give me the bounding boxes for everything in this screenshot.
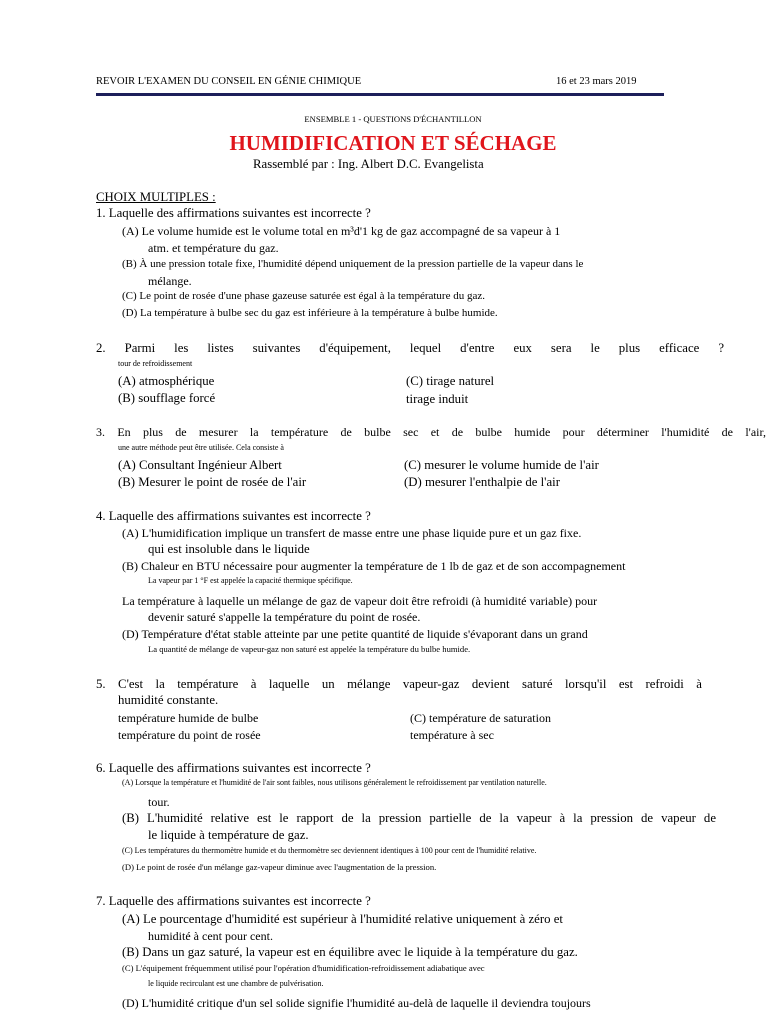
question-4-option-d: (D) Température d'état stable atteinte par une petite quantité de liquide s'évaporant dans un grand	[122, 627, 588, 641]
question-6-option-a-cont: tour.	[148, 795, 170, 809]
question-3-note: une autre méthode peut être utilisée. Cela consiste à	[118, 443, 284, 452]
question-4-option-a-cont: qui est insoluble dans le liquide	[148, 542, 310, 556]
header-title: REVOIR L'EXAMEN DU CONSEIL EN GÉNIE CHIMIQUE	[96, 76, 362, 87]
question-4-option-d-cont: La quantité de mélange de vapeur-gaz non saturé est appelée la température du bulbe humide.	[148, 644, 471, 654]
question-5-option-d: température à sec	[410, 728, 494, 742]
question-7-option-c: (C) L'équipement fréquemment utilisé pour l'opération d'humidification-refroidissement adiabatique avec	[122, 963, 485, 973]
question-6-option-b: (B) L'humidité relative est le rapport de la pression partielle de la vapeur à la pression de vapeur de	[122, 811, 716, 825]
question-2-stem: 2. Parmi les listes suivantes d'équipement, lequel d'entre eux sera le plus efficace ?	[96, 341, 724, 355]
question-1-option-b-cont: mélange.	[148, 274, 192, 288]
question-2-option-b: (B) soufflage forcé	[118, 391, 216, 405]
question-3-option-c: (C) mesurer le volume humide de l'air	[404, 458, 599, 472]
question-5-option-a: température humide de bulbe	[118, 711, 259, 725]
question-5-stem-cont: humidité constante.	[118, 693, 219, 707]
question-5-option-b: température du point de rosée	[118, 728, 261, 742]
question-1-option-c: (C) Le point de rosée d'une phase gazeuse saturée est égal à la température du gaz.	[122, 290, 485, 302]
header-rule	[96, 93, 664, 96]
question-5-option-c: (C) température de saturation	[410, 711, 551, 725]
author-line: Rassemblé par : Ing. Albert D.C. Evangelista	[253, 157, 484, 171]
question-7-stem: 7. Laquelle des affirmations suivantes est incorrecte ?	[96, 894, 371, 908]
question-4-option-b-cont: La vapeur par 1 °F est appelée la capacité thermique spécifique.	[148, 576, 353, 585]
question-2-option-c: (C) tirage naturel	[406, 374, 495, 388]
question-2-note: tour de refroidissement	[118, 359, 193, 368]
question-4-option-c: La température à laquelle un mélange de gaz de vapeur doit être refroidi (à humidité variable) pour	[122, 594, 598, 608]
question-3-option-d: (D) mesurer l'enthalpie de l'air	[404, 475, 560, 489]
question-1-option-b: (B) À une pression totale fixe, l'humidité dépend uniquement de la pression partielle de la vapeur dans le	[122, 258, 584, 270]
set-subtitle: ENSEMBLE 1 - QUESTIONS D'ÉCHANTILLON	[304, 114, 482, 124]
question-6-option-b-cont: le liquide à température de gaz.	[148, 828, 309, 842]
question-3-stem: 3. En plus de mesurer la température de bulbe sec et de bulbe humide pour déterminer l'humidité de l'air,	[96, 425, 766, 439]
question-7-option-a: (A) Le pourcentage d'humidité est supérieur à l'humidité relative uniquement à zéro et	[122, 912, 563, 926]
question-1-option-a: (A) Le volume humide est le volume total en m³d'1 kg de gaz accompagné de sa vapeur à 1	[122, 224, 561, 238]
question-4-option-c-cont: devenir saturé s'appelle la température du point de rosée.	[148, 610, 421, 624]
question-6-option-d: (D) Le point de rosée d'un mélange gaz-vapeur diminue avec l'augmentation de la pression.	[122, 862, 437, 872]
question-6-option-c: (C) Les températures du thermomètre humide et du thermomètre sec deviennent identiques à 100 pour cent de l'humidité relative.	[122, 846, 537, 855]
question-6-stem: 6. Laquelle des affirmations suivantes est incorrecte ?	[96, 761, 371, 775]
question-4-option-a: (A) L'humidification implique un transfert de masse entre une phase liquide pure et un gaz fixe.	[122, 526, 582, 540]
page-title: HUMIDIFICATION ET SÉCHAGE	[229, 131, 557, 155]
question-4-stem: 4. Laquelle des affirmations suivantes est incorrecte ?	[96, 509, 371, 523]
question-1-option-d: (D) La température à bulbe sec du gaz est inférieure à la température à bulbe humide.	[122, 307, 498, 319]
section-heading: CHOIX MULTIPLES :	[96, 190, 216, 204]
question-5-stem: 5. C'est la température à laquelle un mélange vapeur-gaz devient saturé lorsqu'il est refroidi à	[96, 677, 702, 691]
question-4-option-b: (B) Chaleur en BTU nécessaire pour augmenter la température de 1 lb de gaz et de son accompagnement	[122, 559, 626, 573]
question-7-option-d: (D) L'humidité critique d'un sel solide signifie l'humidité au-delà de laquelle il deviendra toujours	[122, 996, 591, 1010]
header-date: 16 et 23 mars 2019	[556, 76, 637, 87]
question-7-option-a-cont: humidité à cent pour cent.	[148, 929, 273, 943]
question-1-option-a-cont: atm. et température du gaz.	[148, 241, 279, 255]
question-3-option-a: (A) Consultant Ingénieur Albert	[118, 458, 282, 472]
question-2-option-d: tirage induit	[406, 392, 469, 406]
question-2-option-a: (A) atmosphérique	[118, 374, 215, 388]
question-1-stem: 1. Laquelle des affirmations suivantes est incorrecte ?	[96, 206, 371, 220]
question-7-option-c-cont: le liquide recirculant est une chambre de pulvérisation.	[148, 979, 324, 988]
question-6-option-a: (A) Lorsque la température et l'humidité de l'air sont faibles, nous utilisons généralement le refroidissement par ventilation naturelle.	[122, 778, 547, 787]
question-7-option-b: (B) Dans un gaz saturé, la vapeur est en équilibre avec le liquide à la température du gaz.	[122, 945, 578, 959]
question-3-option-b: (B) Mesurer le point de rosée de l'air	[118, 475, 307, 489]
